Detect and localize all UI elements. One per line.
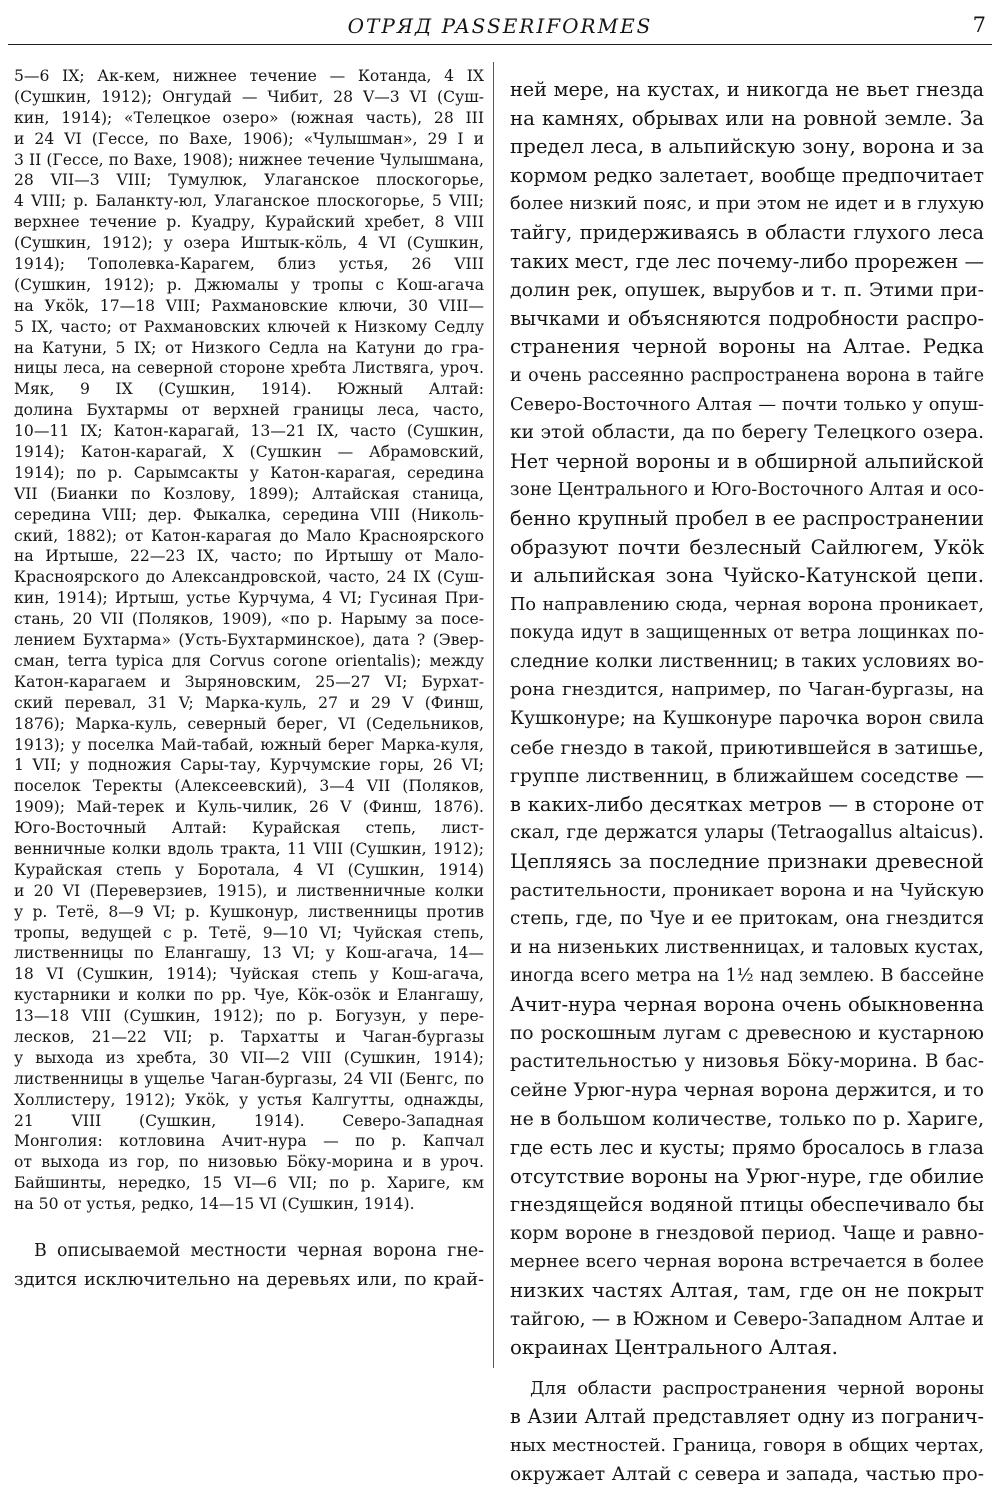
text-line: не в большом количестве, только по р. Харигe, [510,1105,984,1134]
column-divider [493,62,494,1368]
text-line: лиственницы по Елангашу, 13 VI; у Кош-агача, 14— [14,943,484,964]
text-line: и на низеньких лиственницах, и таловых кустах, [510,934,984,963]
text-line: гнездящейся водяной птицы обеспечивало бы [510,1191,984,1220]
text-line: по роскошным лугам с древесною и кустарною [510,1020,984,1049]
text-line: отсутствие вороны на Урюг-нуре, где обилие [510,1163,984,1192]
text-line: 28 VII—3 VIII; Тумулюк, Улаганское плоскогорье, [14,170,484,191]
text-line: 1914); Катон-карагай, X (Сушкин — Абрамовский, [14,442,484,463]
text-line: Катон-карагаем и Зыряновским, 25—27 VI; Бурхат- [14,672,484,693]
text-line: 3 II (Гессе, по Вахе, 1908); нижнее течение Чулышмана, [14,150,484,171]
text-line: Для области распространения черной вороны [510,1375,984,1404]
text-line: 1913); у поселка Май-табай, южный берег Марка-куля, [14,735,484,756]
text-line: По направлению сюда, черная ворона проникает, [510,591,984,620]
text-line: лесков, 21—22 VII; р. Тархатты и Чаган-бургазы [14,1027,484,1048]
text-line: растительностью у низовья Бöку-морина. В бас- [510,1048,984,1077]
text-line: Кушконуре; на Кушконуре парочка ворон свила [510,705,984,734]
text-line: растительности, проникает ворона и на Чуйскую [510,877,984,906]
text-line: у р. Тетё, 8—9 VI; р. Кушконур, лиственницы против [14,902,484,923]
text-line: от выхода из гор, по низовью Бöку-морина и в уроч. [14,1152,484,1173]
text-line: себе гнездо в такой, приютившейся в затишье, [510,734,984,763]
text-line: ский, 1882); от Катон-карагая до Мало Красноярского [14,526,484,547]
locality-list-paragraph [14,66,484,1215]
text-line: рона гнездится, например, по Чаган-бургазы, на [510,676,984,705]
right-column [510,76,984,1489]
text-line: 4 VIII; р. Баланкту-юл, Улаганское плоскогорье, 5 VIII; [14,191,484,212]
text-line: и 24 VI (Гессе, по Вахе, 1906); «Чулышман», 29 I и [14,129,484,150]
text-line: 13—18 VIII (Сушкин, 1912); по р. Богузун, у пере- [14,1006,484,1027]
page-number: 7 [973,13,986,37]
text-line: вычками и объясняются подробности распро- [510,305,984,334]
text-line: зоне Центрального и Юго-Восточного Алтая и осо- [510,476,984,505]
text-line: окраинах Центрального Алтая. [510,1334,984,1363]
text-line: 18 VI (Сушкин, 1914); Чуйская степь у Кош-агача, [14,964,484,985]
text-line: 5—6 IX; Ак-кем, нижнее течение — Котанда, 4 IX [14,66,484,87]
text-line: ский перевал, 31 V; Марка-куль, 27 и 29 V (Финш, [14,693,484,714]
text-line: таких мест, где лес почему-либо прорежен — [510,248,984,277]
page-header [8,8,992,45]
running-title: ОТРЯД PASSERIFORMES [8,14,992,38]
text-line: долина Бухтармы от верхней границы леса, часто, [14,400,484,421]
text-line: лением Бухтарма» (Усть-Бухтарминское), дата ? (Эвер- [14,630,484,651]
text-line: сман, terra typica для Corvus corone orientalis); между [14,651,484,672]
text-line: венничные колки вдоль тракта, 11 VIII (Сушкин, 1912); [14,839,484,860]
text-line: Ачит-нура черная ворона очень обыкновенна [510,991,984,1020]
text-line: покуда идут в защищенных от ветра лощинках по- [510,619,984,648]
text-line: мернее всего черная ворона встречается в более [510,1248,984,1277]
text-line: кин, 1914); Иртыш, устье Курчума, 4 VI; Гусиная При- [14,588,484,609]
text-line: кустарники и колки по рр. Чуе, Кöк-озöк и Елангашу, [14,985,484,1006]
text-line: Северо-Восточного Алтая — почти только у опуш- [510,391,984,420]
text-line: середина VIII; дер. Фыкалка, середина VIII (Николь- [14,505,484,526]
left-column [14,66,484,1295]
distribution-paragraph [510,1375,984,1489]
text-line: стань, 20 VII (Поляков, 1909), «по р. Нарыму за посе- [14,609,484,630]
text-line: на камнях, обрывах или на ровной земле. За [510,105,984,134]
text-line: (Сушкин, 1912); у озера Иштык-кöль, 4 VI (Сушкин, [14,233,484,254]
text-line: низких частях Алтая, там, где он не покрыт [510,1277,984,1306]
text-line: 5 IX, часто; от Рахмановских ключей к Низкому Седлу [14,317,484,338]
text-line: Красноярского до Александровской, часто, 24 IX (Суш- [14,567,484,588]
text-line: кин, 1914); «Телецкое озеро» (южная часть), 28 III [14,108,484,129]
text-line: скал, где держатся улары (Tetraogallus altaicus). [510,819,984,848]
text-line: 1 VII; у подножия Сары-тау, Курчумские горы, 26 VI; [14,755,484,776]
text-line: ней мере, на кустах, и никогда не вьет гнезда [510,76,984,105]
text-line: на 50 от устья, редко, 14—15 VI (Сушкин, 1914). [14,1194,484,1215]
text-line: 21 VIII (Сушкин, 1914). Северо-Западная [14,1111,484,1132]
text-line: Байшинты, нередко, 15 VI—6 VII; по р. Хариге, км [14,1173,484,1194]
text-line: 1909); Май-терек и Куль-чилик, 26 V (Финш, 1876). [14,797,484,818]
text-line: в Азии Алтай представляет одну из погранич- [510,1403,984,1432]
text-line: где есть лес и кусты; прямо бросалось в глаза [510,1134,984,1163]
text-line: окружает Алтай с севера и запада, частью про- [510,1461,984,1489]
text-line: на Укök, 17—18 VIII; Рахмановские ключи, 30 VIII— [14,296,484,317]
text-line: и альпийская зона Чуйско-Катунской цепи. [510,562,984,591]
text-line: 1914); Тополевка-Карагем, близ устья, 26 VIII [14,254,484,275]
text-line: 10—11 IX; Катон-карагай, 13—21 IX, часто (Сушкин, [14,421,484,442]
text-line: на Катуни, 5 IX; от Низкого Седла на Катуни до гра- [14,338,484,359]
text-line: Нет черной вороны и в обширной альпийской [510,448,984,477]
text-line: у выхода из хребта, 30 VII—2 VIII (Сушкин, 1914); [14,1048,484,1069]
text-line: долин рек, опушек, вырубов и т. п. Этими при- [510,276,984,305]
text-line: и 20 VI (Переверзиев, 1915), и лиственничные колки [14,881,484,902]
text-line: предел леса, в альпийскую зону, ворона и за [510,133,984,162]
text-line: поселок Теректы (Алексеевский), 3—4 VII (Поляков, [14,776,484,797]
text-line: образуют почти безлесный Сайлюгем, Укök [510,534,984,563]
text-line: более низкий пояс, и при этом не идет и в глухую [510,190,984,219]
text-line: тайгою, — в Южном и Северо-Западном Алтае и [510,1306,984,1335]
text-line: (Сушкин, 1912); Онгудай — Чибит, 28 V—3 VI (Суш- [14,87,484,108]
text-line: Монголия: котловина Ачит-нура — по р. Капчал [14,1131,484,1152]
text-line: тропы, ведущей с р. Тетё, 9—10 VI; Чуйская степь, [14,923,484,944]
text-line: Курайская степь у Боротала, 4 VI (Сушкин, 1914) [14,860,484,881]
text-line: ницы леса, на северной стороне хребта Листвяга, уроч. [14,358,484,379]
text-line: Юго-Восточный Алтай: Курайская степь, лист- [14,818,484,839]
text-line: В описываемой местности черная ворона гне- [14,1237,484,1266]
text-line: здится исключительно на деревьях или, по край- [14,1266,484,1295]
nesting-paragraph-continued [510,76,984,1363]
text-line: следние колки лиственниц; в таких условиях во- [510,648,984,677]
text-line: и очень рассеянно распространена ворона в тайге [510,362,984,391]
text-line: ки этой области, да по берегу Телецкого озера. [510,419,984,448]
text-line: Цепляясь за последние признаки древесной [510,848,984,877]
text-line: на Иртыше, 22—23 IX, часто; по Иртышу от Мало- [14,546,484,567]
text-line: Холлистеру, 1912); Укök, у устья Калгутты, однажды, [14,1090,484,1111]
text-line: группе лиственниц, в ближайшем соседстве — [510,762,984,791]
text-line: VII (Бианки по Козлову, 1899); Алтайская станица, [14,484,484,505]
text-line: кормом редко залетает, вообще предпочитает [510,162,984,191]
text-line: лиственницы в ущелье Чаган-бургазы, 24 VII (Бенгс, по [14,1069,484,1090]
text-line: 1876); Марка-куль, северный берег, VI (Седельников, [14,714,484,735]
text-line: сейне Урюг-нура черная ворона держится, и то [510,1077,984,1106]
text-line: бенно крупный пробел в ее распространении [510,505,984,534]
text-line: иногда всего метра на 1½ над землею. В бассейне [510,962,984,991]
text-line: корм вороне в гнездовой период. Чаще и равно- [510,1220,984,1249]
text-line: тайгу, придерживаясь в области глухого леса [510,219,984,248]
nesting-paragraph-start [14,1237,484,1295]
text-line: странения черной вороны на Алтае. Редка [510,333,984,362]
text-line: (Сушкин, 1912); р. Джюмалы у тропы с Кош-агача [14,275,484,296]
text-line: 1914); по р. Сарымсакты у Катон-карагая, середина [14,463,484,484]
text-line: степь, где, по Чуе и ее притокам, она гнездится [510,905,984,934]
text-line: в каких-либо десятках метров — в стороне от [510,791,984,820]
text-line: ных местностей. Граница, говоря в общих чертах, [510,1432,984,1461]
text-line: верхнее течение р. Куадру, Курайский хребет, 8 VIII [14,212,484,233]
text-line: Мяк, 9 IX (Сушкин, 1914). Южный Алтай: [14,379,484,400]
